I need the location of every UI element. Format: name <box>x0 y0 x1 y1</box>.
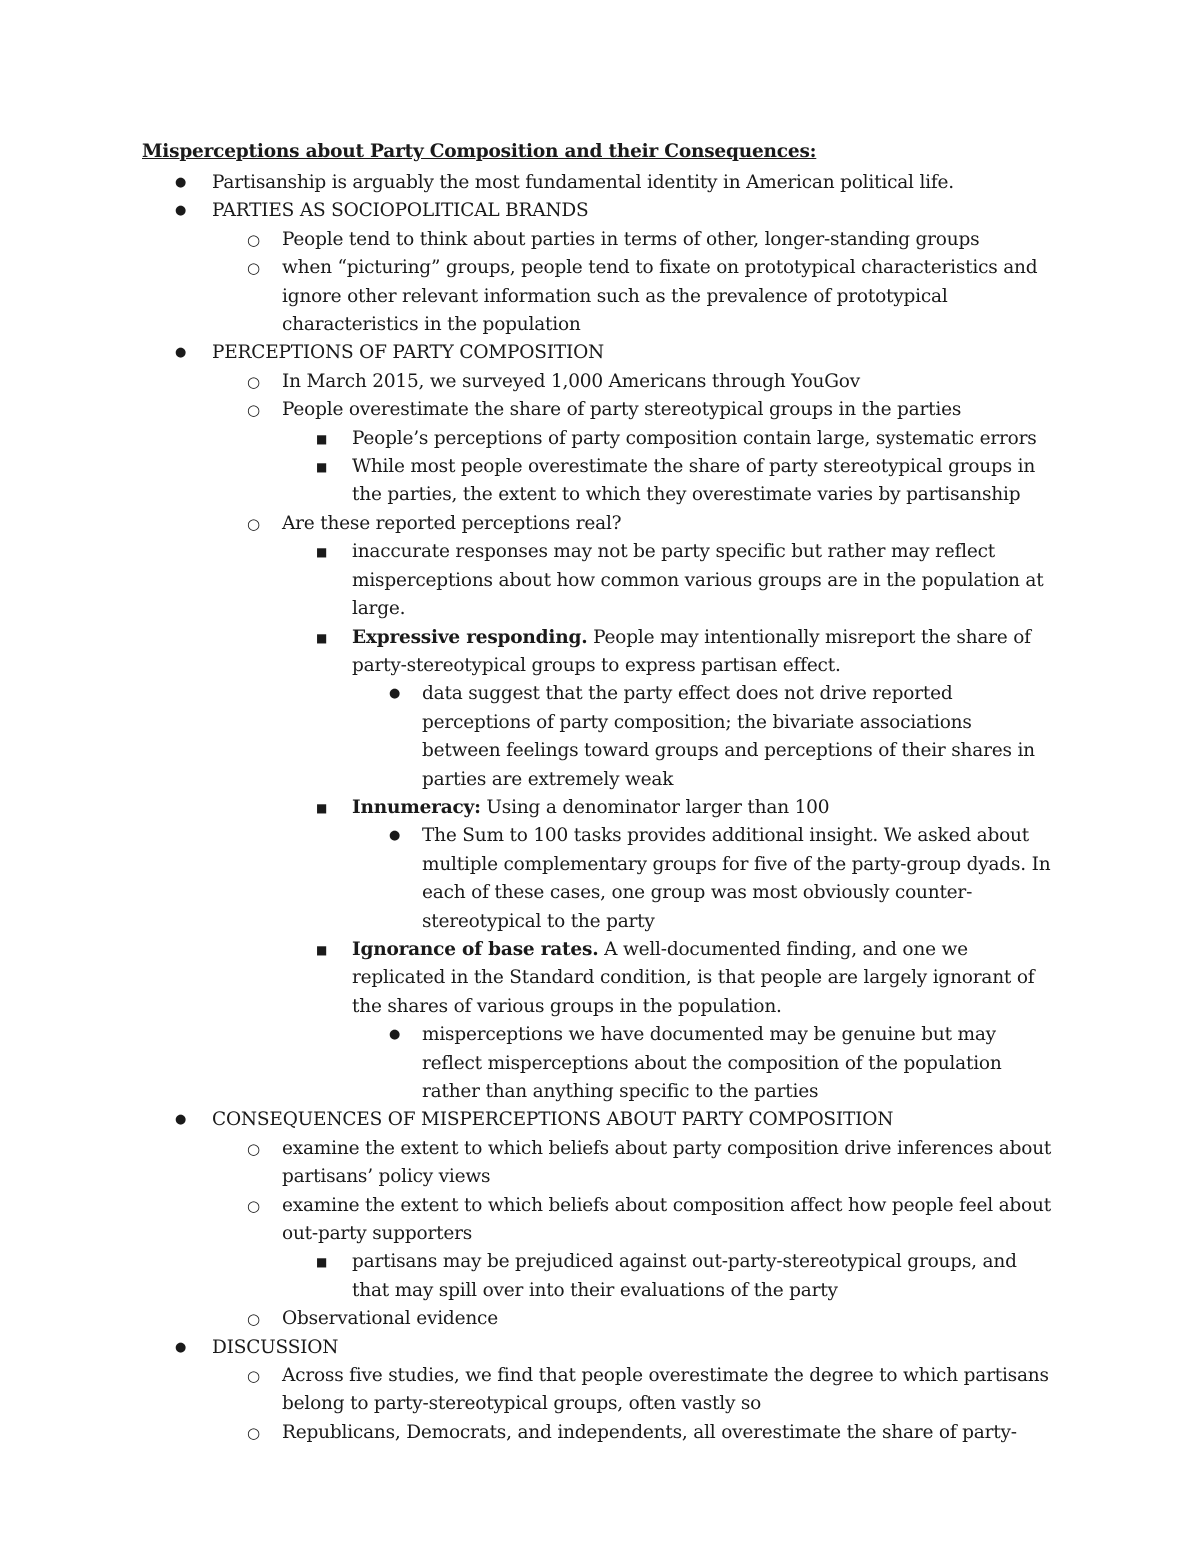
disc-bullet-icon: ● <box>175 1339 187 1355</box>
circle-bullet-icon: ○ <box>247 1367 260 1386</box>
list-item <box>0 453 1054 510</box>
list-item <box>0 396 1052 424</box>
list-item <box>0 1135 1052 1192</box>
list-item <box>0 1305 1052 1333</box>
list-item <box>0 680 1052 794</box>
disc-bullet-icon: ● <box>175 345 187 361</box>
list-item <box>0 1362 1052 1419</box>
list-item <box>0 368 1052 396</box>
circle-bullet-icon: ○ <box>247 1139 260 1158</box>
list-item-text: In March 2015, we surveyed 1,000 Americans through YouGov <box>282 370 860 392</box>
list-item <box>0 624 1054 681</box>
list-item-text: People overestimate the share of party stereotypical groups in the parties <box>282 399 962 421</box>
list-item <box>0 226 1052 254</box>
list-item-term: Innumeracy: <box>352 796 481 818</box>
list-item <box>0 1419 1052 1447</box>
list-item <box>0 510 1052 538</box>
disc-bullet-icon: ● <box>175 203 187 219</box>
list-item-text: People may intentionally misreport the share of party-stereotypical groups to express partisan effect. <box>352 626 1031 676</box>
outline-list <box>0 169 1200 1447</box>
list-item-text: when “picturing” groups, people tend to fixate on prototypical characteristics and ignore other relevant information such as the prevalence of prototypical characteristics in the population <box>282 257 1038 336</box>
circle-bullet-icon: ○ <box>247 401 260 420</box>
circle-bullet-icon: ○ <box>247 1423 260 1442</box>
circle-bullet-icon: ○ <box>247 259 260 278</box>
section-heading-consequences: CONSEQUENCES OF MISPERCEPTIONS ABOUT PARTY COMPOSITION <box>212 1109 894 1131</box>
list-item-text: data suggest that the party effect does not drive reported perceptions of party composition; the bivariate associations between feelings toward groups and perceptions of their shares in parties are extremely weak <box>422 683 1035 790</box>
list-item-text: Partisanship is arguably the most fundamental identity in American political life. <box>212 172 954 193</box>
list-item-text: partisans may be prejudiced against out-party-stereotypical groups, and that may spill over into their evaluations of the party <box>352 1251 1017 1301</box>
list-item-text: The Sum to 100 tasks provides additional insight. We asked about multiple complementary groups for five of the party-group dyads. In each of these cases, one group was most obviously counter-stereotypical to the party <box>422 825 1051 932</box>
disc-bullet-icon: ● <box>175 1112 187 1128</box>
section-heading-item <box>0 197 1012 225</box>
disc-bullet-icon: ● <box>389 828 401 844</box>
list-item-text: Observational evidence <box>282 1308 498 1330</box>
list-item-text: People’s perceptions of party composition contain large, systematic errors <box>352 427 1037 449</box>
list-item-text: Republicans, Democrats, and independents, all overestimate the share of party- <box>282 1421 1017 1443</box>
list-item <box>0 1192 1052 1249</box>
square-bullet-icon: ■ <box>316 1255 328 1270</box>
list-item-text: examine the extent to which beliefs about party composition drive inferences about partisans’ policy views <box>282 1137 1052 1188</box>
list-item-text: misperceptions we have documented may be genuine but may reflect misperceptions about the composition of the population rather than anything specific to the parties <box>422 1024 1002 1102</box>
section-heading-parties-as-brands: PARTIES AS SOCIOPOLITICAL BRANDS <box>212 200 589 222</box>
list-item <box>0 1248 1054 1305</box>
list-item <box>0 936 1054 1021</box>
section-heading-discussion: DISCUSSION <box>212 1336 339 1358</box>
square-bullet-icon: ■ <box>316 431 328 446</box>
square-bullet-icon: ■ <box>316 630 328 645</box>
list-item-term: Ignorance of base rates. <box>352 938 599 960</box>
section-heading-perceptions: PERCEPTIONS OF PARTY COMPOSITION <box>212 342 605 364</box>
list-item-term: Expressive responding. <box>352 626 588 648</box>
list-item <box>0 169 1012 197</box>
list-item-text: A well-documented finding, and one we replicated in the Standard condition, is that people are largely ignorant of the shares of various groups in the population. <box>352 938 1035 1017</box>
list-item <box>0 1021 1052 1106</box>
section-heading-item <box>0 1106 1012 1134</box>
list-item-text: Are these reported perceptions real? <box>282 512 622 534</box>
list-item-text: examine the extent to which beliefs about composition affect how people feel about out-party supporters <box>282 1194 1051 1245</box>
list-item <box>0 794 1054 822</box>
list-item-text: People tend to think about parties in terms of other, longer-standing groups <box>282 228 980 250</box>
list-item-text: While most people overestimate the share of party stereotypical groups in the parties, the extent to which they overestimate varies by partisanship <box>352 456 1036 506</box>
list-item <box>0 822 1052 936</box>
circle-bullet-icon: ○ <box>247 1196 260 1215</box>
list-item <box>0 425 1054 453</box>
disc-bullet-icon: ● <box>389 1027 401 1043</box>
circle-bullet-icon: ○ <box>247 1310 260 1329</box>
circle-bullet-icon: ○ <box>247 372 260 391</box>
square-bullet-icon: ■ <box>316 942 328 957</box>
list-item <box>0 254 1052 339</box>
disc-bullet-icon: ● <box>389 686 401 702</box>
section-heading-item <box>0 1334 1012 1362</box>
square-bullet-icon: ■ <box>316 800 328 815</box>
square-bullet-icon: ■ <box>316 460 328 475</box>
section-heading-item <box>0 339 1012 367</box>
list-item-text: inaccurate responses may not be party specific but rather may reflect misperceptions about how common various groups are in the population at large. <box>352 541 1044 620</box>
disc-bullet-icon: ● <box>175 175 187 190</box>
circle-bullet-icon: ○ <box>247 230 260 249</box>
list-item-text: Across five studies, we find that people overestimate the degree to which partisans belong to party-stereotypical groups, often vastly so <box>282 1365 1049 1415</box>
list-item <box>0 538 1054 623</box>
list-item-text: Using a denominator larger than 100 <box>480 796 830 818</box>
document-title: Misperceptions about Party Composition and their Consequences: <box>142 141 817 162</box>
square-bullet-icon: ■ <box>316 545 328 560</box>
circle-bullet-icon: ○ <box>247 514 260 533</box>
